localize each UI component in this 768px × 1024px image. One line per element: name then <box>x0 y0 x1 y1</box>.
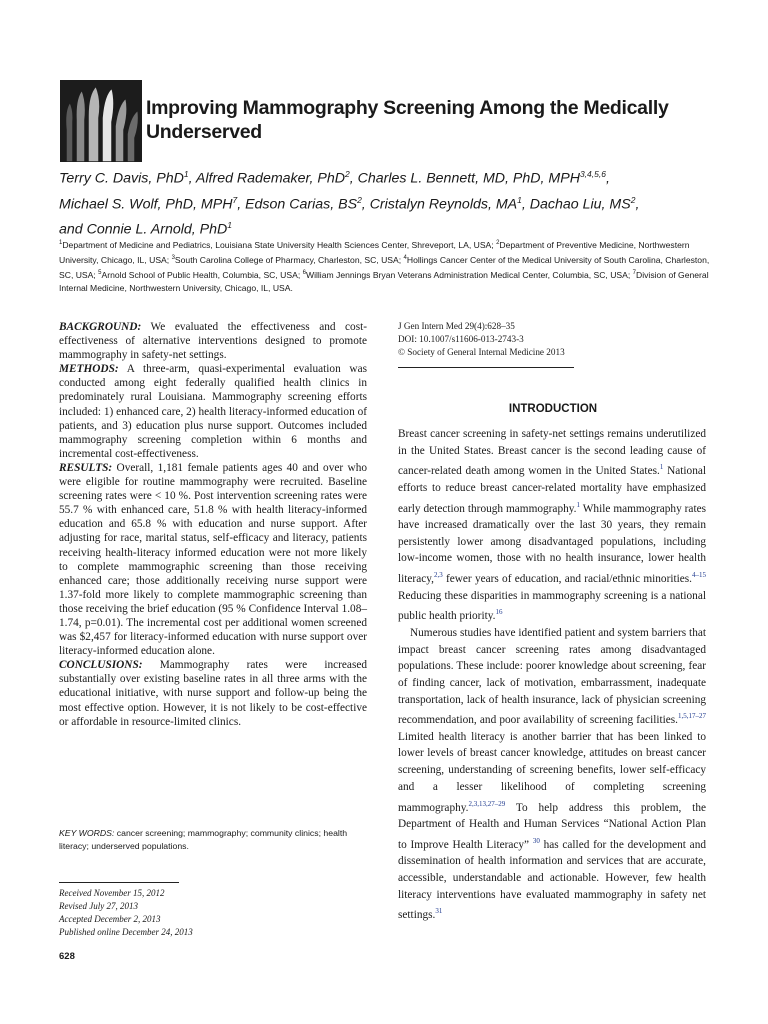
affiliation-text: Arnold School of Public Health, Columbia, SC, USA; <box>101 270 303 281</box>
citation-reference[interactable]: 16 <box>495 608 503 617</box>
affiliation-text: Hollings Cancer Center of the Medical University of South Carolina, Charleston, SC, USA; <box>59 255 710 281</box>
citation-reference[interactable]: 1 <box>659 463 664 472</box>
author-name: and Connie L. Arnold, PhD <box>59 222 228 239</box>
author-list: Terry C. Davis, PhD$^1$, Alfred Rademaker, PhD$^2$, Charles L. Bennett, MD, PhD, MPH$^{3,4,5,6}$, Michael S. Wolf, PhD, MPH$^7$, Edson Carias, $BS^2$, Cristalyn Reynolds, $MA^1$, Dachao Liu, $MS^2$, and Connie L. Arnold, PhD$^1$ <box>59 169 640 239</box>
citation-reference[interactable]: 2,3 <box>433 571 443 580</box>
affiliation-mark: 4 <box>403 255 407 262</box>
intro-text: Breast cancer screening in safety-net settings remains underutilized in the United States. Breast cancer is the second leading cause of cancer-related death among women in the United States. <box>398 428 706 478</box>
methods-text: A three-arm, quasi-experimental evaluation was conducted among eight federally qualified health clinics in predominately rural Louisiana. Mammography screening efforts included: 1) enhanced care, 2) health literacy-informed education of patients, and 3) education plus nurse support. Outcomes included mammography screening completion within 6 months and incremental cost-effectiveness. <box>59 363 367 460</box>
results-label: RESULTS: <box>59 461 113 474</box>
citation-reference[interactable]: 4–15 <box>692 571 706 580</box>
author-affiliation-mark: 3,4,5,6 <box>579 169 606 179</box>
keywords <box>59 827 369 853</box>
intro-text: Numerous studies have identified patient and system barriers that impact breast cancer screening rates among disadvantaged populations. These include: poorer knowledge about screening, fear of finding cancer, lack of motivation, embarrassment, inadequate transportation, lack of health insurance, lack of physician screening recommendation, and poor availability of screening facilities. <box>398 626 706 727</box>
affiliations <box>59 237 711 296</box>
revised-date: Revised July 27, 2013 <box>59 901 138 911</box>
citation-reference[interactable]: 31 <box>435 907 443 916</box>
affiliation-mark: 6 <box>302 270 306 277</box>
introduction-body <box>398 426 706 924</box>
affiliation-mark: 7 <box>632 270 636 277</box>
citation-reference[interactable]: 2,3,13,27–29 <box>468 799 506 808</box>
section-heading-introduction: INTRODUCTION <box>508 403 598 415</box>
intro-text: While mammography rates have increased dramatically over the last 30 years, they remain persistently lower among disadvantaged populations, including low-income women, those with no health insurance, lower health literacy, <box>398 502 706 585</box>
divider-right <box>398 367 574 368</box>
author-name: Terry C. Davis, PhD <box>59 170 184 187</box>
author-name: Alfred Rademaker, PhD <box>195 170 345 187</box>
results-text: Overall, 1,181 female patients ages 40 and over who were eligible for routine mammography were recruited. Baseline screening rates were < 10 %. Post intervention screening rates were 55.7 % with enhanced care, 51.8 % with health literacy-informed education and 65.8 % with education and nurse support. After adjusting for race, marital status, self-efficacy and literacy, patients receiving health-literacy informed education were not more likely to complete mammographic screening than those receiving enhanced care; those additionally receiving nurse support were 1.37-fold more likely to complete mammographic screening than those receiving the brief education (95 % Confidence Interval 1.08–1.74, p=0.01). The incremental cost per additional women screened was $2,457 for literacy-informed education with nurse support over literacy-informed education alone. <box>59 461 367 658</box>
author-affiliation-mark: 2 <box>630 194 636 205</box>
author-affiliation-mark: 1 <box>183 169 189 179</box>
affiliation-text: William Jennings Bryan Veterans Administration Medical Center, Columbia, SC, USA; <box>305 270 633 281</box>
keywords-label: KEY WORDS: <box>59 828 115 838</box>
article-title: Improving Mammography Screening Among the Medically Underserved <box>146 97 669 143</box>
published-date: Published online December 24, 2013 <box>59 927 193 937</box>
author-name: Cristalyn Reynolds, MA <box>369 196 518 213</box>
copyright: © Society of General Internal Medicine 2013 <box>398 347 565 358</box>
affiliation-text: Department of Medicine and Pediatrics, Louisiana State University Health Sciences Center, Shreveport, LA, USA; <box>62 239 497 250</box>
intro-text: Reducing these disparities in mammography screening is a national public health priority. <box>398 589 706 623</box>
citation-reference[interactable]: 1,5,17–27 <box>678 712 706 721</box>
affiliation-text: Department of Preventive Medicine, Northwestern University, Chicago, IL, USA; <box>59 239 690 266</box>
intro-paragraph <box>398 625 706 924</box>
intro-text: National efforts to reduce breast cancer-related mortality have emphasized early detection through mammography. <box>398 465 706 515</box>
affiliation-mark: 3 <box>171 255 175 262</box>
author-affiliation-mark: 2 <box>344 169 350 179</box>
accepted-date: Accepted December 2, 2013 <box>59 914 161 924</box>
abstract <box>59 320 367 729</box>
abstract-background <box>59 320 367 362</box>
citation-reference[interactable]: 1 <box>576 500 580 509</box>
author-name: Edson Carias, BS <box>245 196 358 213</box>
page-number: 628 <box>59 951 75 962</box>
affiliation-text: Division of General Internal Medicine, Northwestern University, Chicago, IL, USA. <box>59 270 709 294</box>
journal-info <box>398 320 718 360</box>
intro-text: fewer years of education, and racial/ethnic minorities. <box>442 572 692 585</box>
doi: DOI: 10.1007/s11606-013-2743-3 <box>398 334 524 345</box>
abstract-conclusions <box>59 658 367 728</box>
background-label: BACKGROUND: <box>59 321 142 333</box>
abstract-methods <box>59 362 367 461</box>
intro-paragraph <box>398 426 706 625</box>
intro-text: Limited health literacy is another barrier that has been linked to lower levels of breast cancer knowledge, attitudes on breast cancer screening, understanding of screening benefits, lower self-efficacy and a lesser likelihood of completing screening mammography. <box>398 730 706 814</box>
conclusions-text: Mammography rates were increased substantially over existing baseline rates in all three arms with the educational initiative, with nurse support and follow-up being the most effective option. However, it is not likely to be cost-effective or affordable in resource-limited clinics. <box>59 659 367 728</box>
affiliation-mark: 1 <box>59 240 63 246</box>
keywords-text: cancer screening; mammography; community clinics; health literacy; underserved populations. <box>59 828 348 851</box>
article-dates <box>59 887 359 939</box>
intro-text: has called for the development and dissemination of health information and services that are accurate, accessible, understandable and actionable. However, few health literacy interventions have evaluated mammography in safety net settings. <box>398 838 706 922</box>
citation-reference[interactable]: 30 <box>532 836 540 845</box>
author-affiliation-mark: 1 <box>227 220 232 231</box>
citation: J Gen Intern Med 29(4):628–35 <box>398 321 515 331</box>
divider-left <box>59 882 179 883</box>
author-affiliation-mark: 1 <box>517 194 522 205</box>
conclusions-label: CONCLUSIONS: <box>59 659 143 672</box>
author-affiliation-mark: 7 <box>232 194 238 205</box>
author-name: Dachao Liu, MS <box>529 196 631 213</box>
background-text: We evaluated the effectiveness and cost-effectiveness of alternative interventions designed to promote mammography in safety-net settings. <box>59 321 367 362</box>
author-affiliation-mark: 2 <box>357 194 362 205</box>
methods-label: METHODS: <box>59 363 119 376</box>
received-date: Received November 15, 2012 <box>59 888 165 898</box>
affiliation-mark: 5 <box>98 270 102 277</box>
affiliation-mark: 2 <box>496 240 500 246</box>
affiliation-text: South Carolina College of Pharmacy, Charleston, SC, USA; <box>174 255 404 266</box>
author-name: Michael S. Wolf, PhD, MPH <box>59 196 233 213</box>
intro-text: To help address this problem, the Department of Health and Human Services “National Action Plan to Improve Health Literacy” <box>398 801 706 851</box>
abstract-results <box>59 461 367 658</box>
author-name: Charles L. Bennett, MD, PhD, MPH <box>357 170 580 187</box>
journal-hands-logo <box>60 80 142 162</box>
